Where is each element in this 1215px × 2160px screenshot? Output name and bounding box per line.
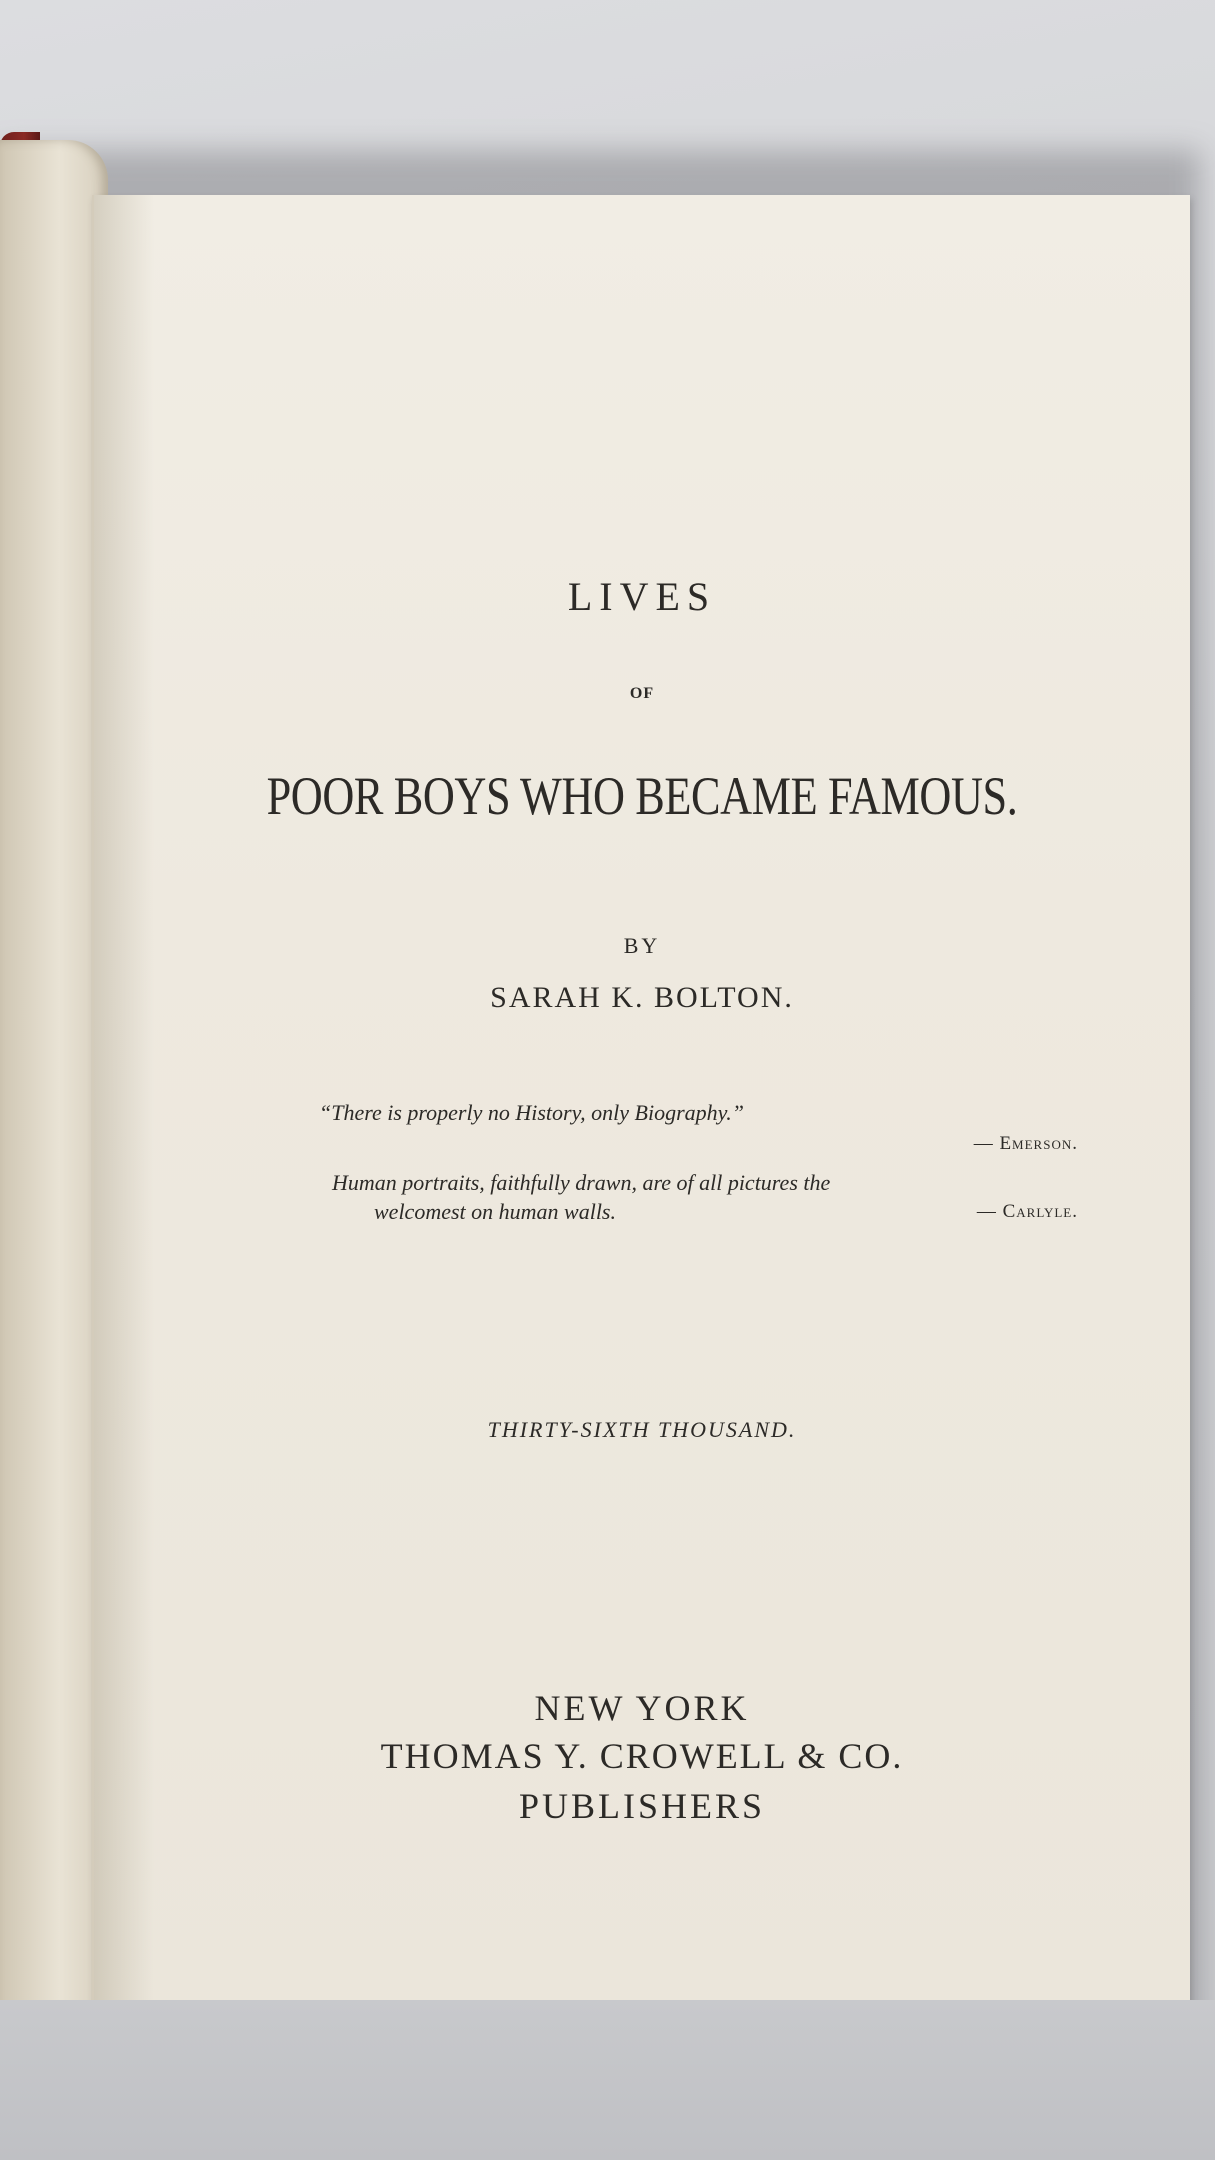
title-page xyxy=(92,195,1190,2010)
epigraph-emerson-attribution: — Emerson. xyxy=(973,1133,1078,1154)
epigraph-carlyle-line1: Human portraits, faithfully drawn, are of all pictures the xyxy=(332,1170,831,1195)
publishers-label: PUBLISHERS xyxy=(518,1786,766,1826)
author-name: SARAH K. BOLTON. xyxy=(490,981,794,1014)
epigraph-carlyle-attribution: — Carlyle. xyxy=(976,1201,1078,1222)
epigraph-carlyle-line2: welcomest on human walls. xyxy=(374,1199,616,1224)
lives-heading: LIVES xyxy=(567,574,717,619)
book-title: POOR BOYS WHO BECAME FAMOUS. xyxy=(266,766,1018,826)
publisher-name: THOMAS Y. CROWELL & CO. xyxy=(380,1736,904,1776)
publisher-city: NEW YORK xyxy=(534,1688,750,1728)
epigraph-emerson: “There is properly no History, only Biography.” xyxy=(319,1100,744,1125)
by-word: BY xyxy=(623,933,661,958)
edition-note: THIRTY-SIXTH THOUSAND. xyxy=(487,1417,797,1442)
table-surface-bottom xyxy=(0,2000,1215,2160)
of-word: OF xyxy=(629,685,655,702)
